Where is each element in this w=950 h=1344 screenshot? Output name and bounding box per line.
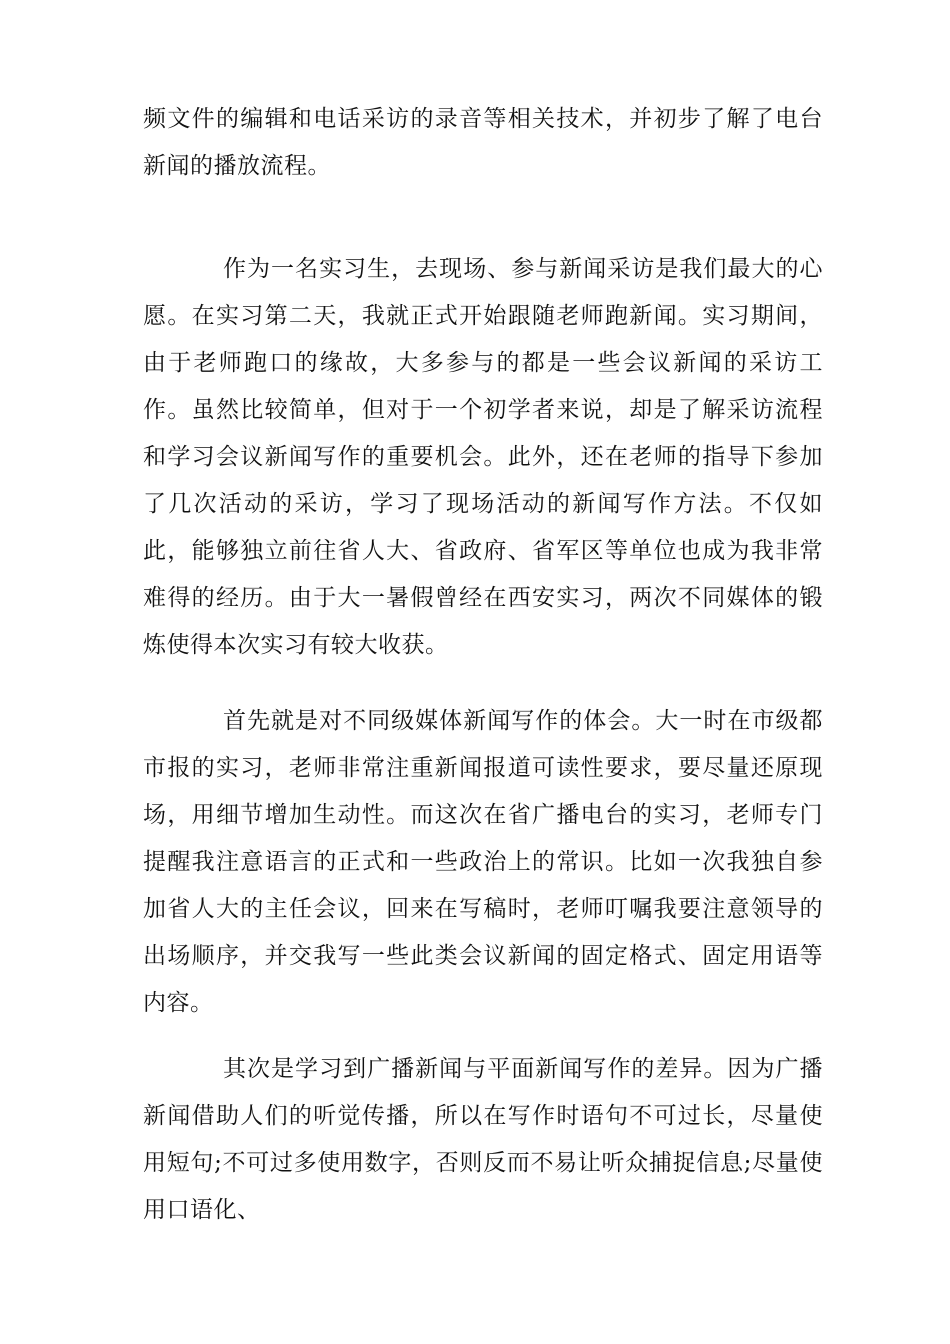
paragraph-internship-interviews: 作为一名实习生，去现场、参与新闻采访是我们最大的心愿。在实习第二天，我就正式开始跟随老师跑新闻。实习期间，由于老师跑口的缘故，大多参与的都是一些会议新闻的采访工作。虽然比较简单，但对于一个初学者来说，却是了解采访流程和学习会议新闻写作的重要机会。此外，还在老师的指导下参加了几次活动的采访，学习了现场活动的新闻写作方法。不仅如此，能够独立前往省人大、省政府、省军区等单位也成为我非常难得的经历。由于大一暑假曾经在西安实习，两次不同媒体的锻炼使得本次实习有较大收获。	[143, 256, 823, 658]
paragraph-continuation: 频文件的编辑和电话采访的录音等相关技术，并初步了解了电台新闻的播放流程。	[143, 106, 823, 179]
paragraph-broadcast-vs-print: 其次是学习到广播新闻与平面新闻写作的差异。因为广播新闻借助人们的听觉传播，所以在写作时语句不可过长，尽量使用短句;不可过多使用数字，否则反而不易让听众捕捉信息;尽量使用口语化、	[143, 1056, 823, 1223]
paragraph-media-writing-experience: 首先就是对不同级媒体新闻写作的体会。大一时在市级都市报的实习，老师非常注重新闻报道可读性要求，要尽量还原现场，用细节增加生动性。而这次在省广播电台的实习，老师专门提醒我注意语言的正式和一些政治上的常识。比如一次我独自参加省人大的主任会议，回来在写稿时，老师叮嘱我要注意领导的出场顺序，并交我写一些此类会议新闻的固定格式、固定用语等内容。	[143, 708, 823, 1016]
